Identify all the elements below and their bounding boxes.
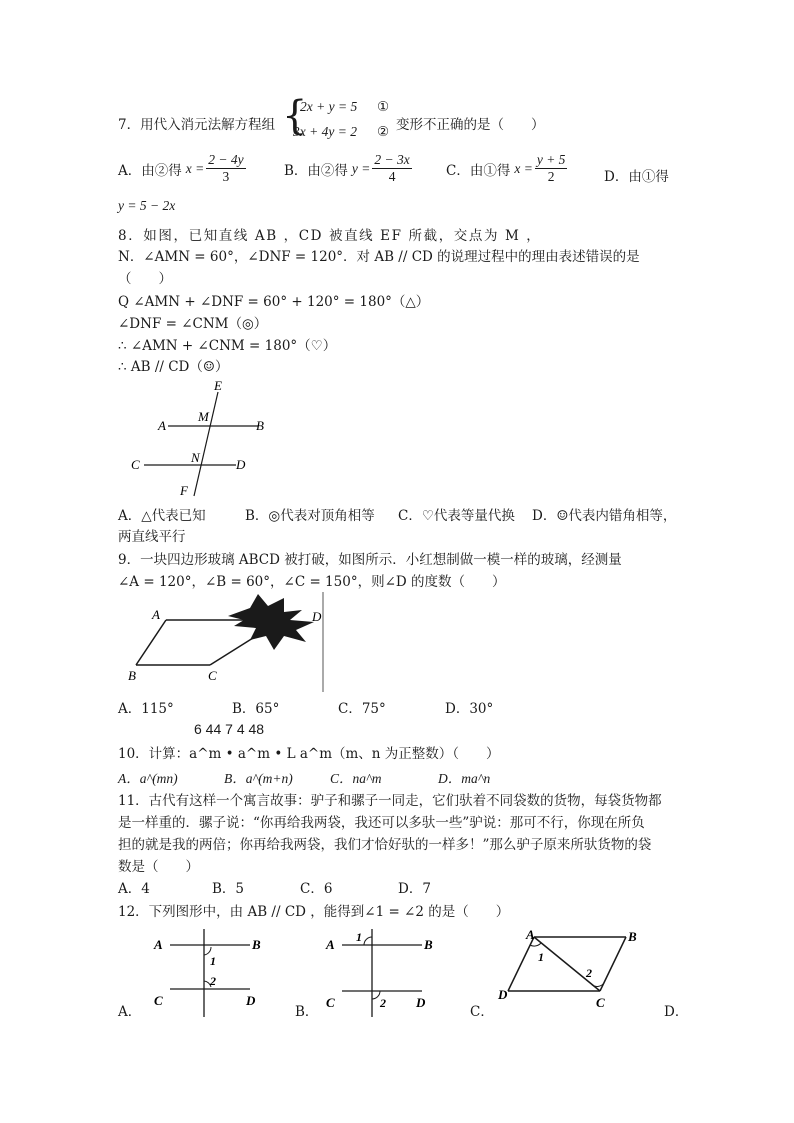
q8-proof-step4: ∴ AB // CD（☺） (118, 359, 229, 375)
q10-stem: 10．计算：a^m • a^m • L a^m（m、n 为正整数）（ ） (118, 746, 500, 762)
q9-option-b: B．65° (232, 701, 280, 717)
q10-option-b: B．a^(m+n) (224, 771, 293, 786)
q9-broken-glass-shape (228, 594, 314, 650)
q8-proof-step3: ∴ ∠AMN + ∠CNM = 180°（♡） (118, 338, 337, 354)
q12b-label-1: 1 (356, 930, 362, 944)
q9-option-a: A．115° (118, 701, 174, 717)
q8-stem-line2: N．∠AMN = 60°，∠DNF = 120°．对 AB // CD 的说理过程中的理由表述错误的是 (118, 249, 640, 265)
q10-brace-annotation: 6 44 7 4 48 (194, 721, 265, 737)
q7-option-a-denominator: 3 (222, 169, 230, 184)
q8-option-d: D．☺代表内错角相等， (532, 508, 677, 524)
q7-option-a-numerator: 2 − 4y (208, 152, 244, 167)
q12a-label-a: A (154, 937, 163, 952)
q7-option-a (118, 152, 248, 185)
q9-side-cd (210, 638, 253, 665)
q9-option-d: D．30° (445, 701, 494, 717)
q8-label-c: C (131, 457, 140, 472)
q8-line-ef (194, 392, 218, 496)
q12-option-d: D． (664, 1004, 689, 1020)
q9-stem-line1: 9．一块四边形玻璃 ABCD 被打破，如图所示．小红想制做一模一样的玻璃，经测量 (118, 552, 622, 568)
q11-option-a: A．4 (118, 881, 150, 897)
q8-proof-step1: Q ∠AMN + ∠DNF = 60° + 120° = 180°（△） (118, 294, 430, 310)
q7-stem-suffix: 变形不正确的是（ ） (396, 117, 545, 133)
q12b-angle1-arc (364, 937, 372, 945)
q12-option-c: C． (470, 1004, 494, 1020)
q12a-label-d: D (246, 993, 256, 1008)
q8-option-c: C．♡代表等量代换 (398, 508, 515, 524)
q11-stem-line1: 11．古代有这样一个寓言故事：驴子和骡子一同走，它们驮着不同袋数的货物，每袋货物都 (118, 793, 662, 809)
q12c-label-a: A (526, 927, 535, 942)
q12-figure-a (140, 925, 270, 1020)
q7-option-d-label: D．由①得 (604, 169, 669, 185)
q12c-diagonal-ac (534, 937, 600, 991)
q12b-angle2-arc (372, 991, 380, 999)
q8-option-a: A．△代表已知 (118, 508, 206, 524)
q11-option-c: C．6 (300, 881, 333, 897)
q9-option-c: C．75° (338, 701, 386, 717)
q7-option-b-fraction (372, 152, 411, 185)
q12c-label-1: 1 (538, 950, 544, 964)
q12a-label-2: 2 (210, 974, 216, 988)
q7-option-a-var: x = (185, 160, 205, 176)
q12c-label-2: 2 (586, 966, 592, 980)
q8-label-m: M (198, 409, 209, 424)
q9-side-ab (136, 620, 166, 665)
q12b-label-c: C (326, 995, 335, 1010)
q10-option-c: C．na^m (330, 771, 382, 786)
q12-figure-c (494, 925, 654, 1020)
q7-option-b-numerator: 2 − 3x (374, 152, 410, 167)
q11-stem-line2: 是一样重的．骡子说：“你再给我两袋，我还可以多驮一些”驴说：那可不行，你现在所负 (118, 815, 645, 831)
q8-option-d-continued: 两直线平行 (118, 529, 186, 545)
q10-option-a: A．a^(mn) (118, 771, 178, 786)
q12a-label-1: 1 (210, 954, 216, 968)
q7-eq2-mark: ② (377, 124, 390, 140)
q8-label-f: F (180, 483, 188, 498)
q7-eq1-mark: ① (377, 99, 390, 115)
q9-stem-line2: ∠A = 120°，∠B = 60°，∠C = 150°，则∠D 的度数（ ） (118, 574, 506, 590)
q12b-label-d: D (416, 995, 426, 1010)
q8-label-n: N (191, 450, 200, 465)
q9-label-d: D (312, 609, 322, 624)
q8-figure (118, 378, 288, 500)
q8-label-d: D (236, 457, 246, 472)
q7-option-a-fraction (206, 152, 245, 185)
q12a-label-c: C (154, 993, 163, 1008)
q11-stem-line3: 担的就是我的两倍；你再给我两袋，我们才恰好驮的一样多！”那么驴子原来所驮货物的袋 (118, 837, 652, 853)
q7-option-b-var: y = (351, 160, 371, 176)
q8-stem-line3: （ ） (118, 271, 172, 287)
q10-option-d: D．ma^n (438, 771, 491, 786)
q7-option-b-label: B．由②得 (284, 162, 348, 179)
q7-system-brace: { (282, 93, 308, 139)
q7-option-c-denominator: 2 (547, 169, 555, 184)
q7-option-c-var: x = (514, 160, 533, 176)
q9-label-b: B (128, 668, 136, 683)
q11-stem-line4: 数是（ ） (118, 859, 199, 875)
q11-option-b: B．5 (212, 881, 245, 897)
q7-option-c-fraction (535, 152, 568, 185)
q12c-label-c: C (596, 995, 605, 1010)
q7-eq1: 2x + y = 5 (300, 99, 358, 114)
q7-option-a-label: A．由②得 (118, 162, 182, 179)
q12c-label-b: B (628, 929, 637, 944)
q12-figure-b (318, 925, 448, 1020)
q7-eq2: 3x + 4y = 2 (293, 124, 357, 139)
q9-label-c: C (208, 668, 217, 683)
q12-option-a: A． (118, 1004, 142, 1020)
q8-stem-line1: 8．如图，已知直线 AB ，CD 被直线 EF 所截，交点为 M ， (118, 228, 542, 244)
q12a-label-b: B (252, 937, 261, 952)
q12b-label-a: A (326, 937, 335, 952)
q7-option-c (446, 152, 569, 185)
q8-proof-step2: ∠DNF = ∠CNM（◎） (118, 316, 268, 332)
q8-option-b: B．◎代表对顶角相等 (245, 508, 375, 524)
q12c-side-bc (600, 937, 626, 991)
q9-figure (118, 590, 338, 692)
q12b-label-2: 2 (380, 996, 386, 1010)
q12c-label-d: D (498, 987, 508, 1002)
q11-option-d: D．7 (398, 881, 431, 897)
q8-label-a: A (158, 418, 166, 433)
q8-label-b: B (256, 418, 264, 433)
q7-option-c-label: C．由①得 (446, 162, 511, 179)
q7-option-d-continued: y = 5 − 2x (118, 198, 176, 213)
q7-stem-prefix: 7．用代入消元法解方程组 (118, 117, 276, 133)
q7-option-b-denominator: 4 (388, 169, 396, 184)
q12-option-b: B． (295, 1004, 319, 1020)
q7-option-c-numerator: y + 5 (536, 152, 566, 167)
q7-option-b (284, 152, 414, 185)
q9-label-a: A (152, 607, 160, 622)
q8-label-e: E (214, 378, 222, 393)
q12-stem: 12．下列图形中，由 AB // CD ，能得到∠1 = ∠2 的是（ ） (118, 904, 510, 920)
q12b-label-b: B (424, 937, 433, 952)
